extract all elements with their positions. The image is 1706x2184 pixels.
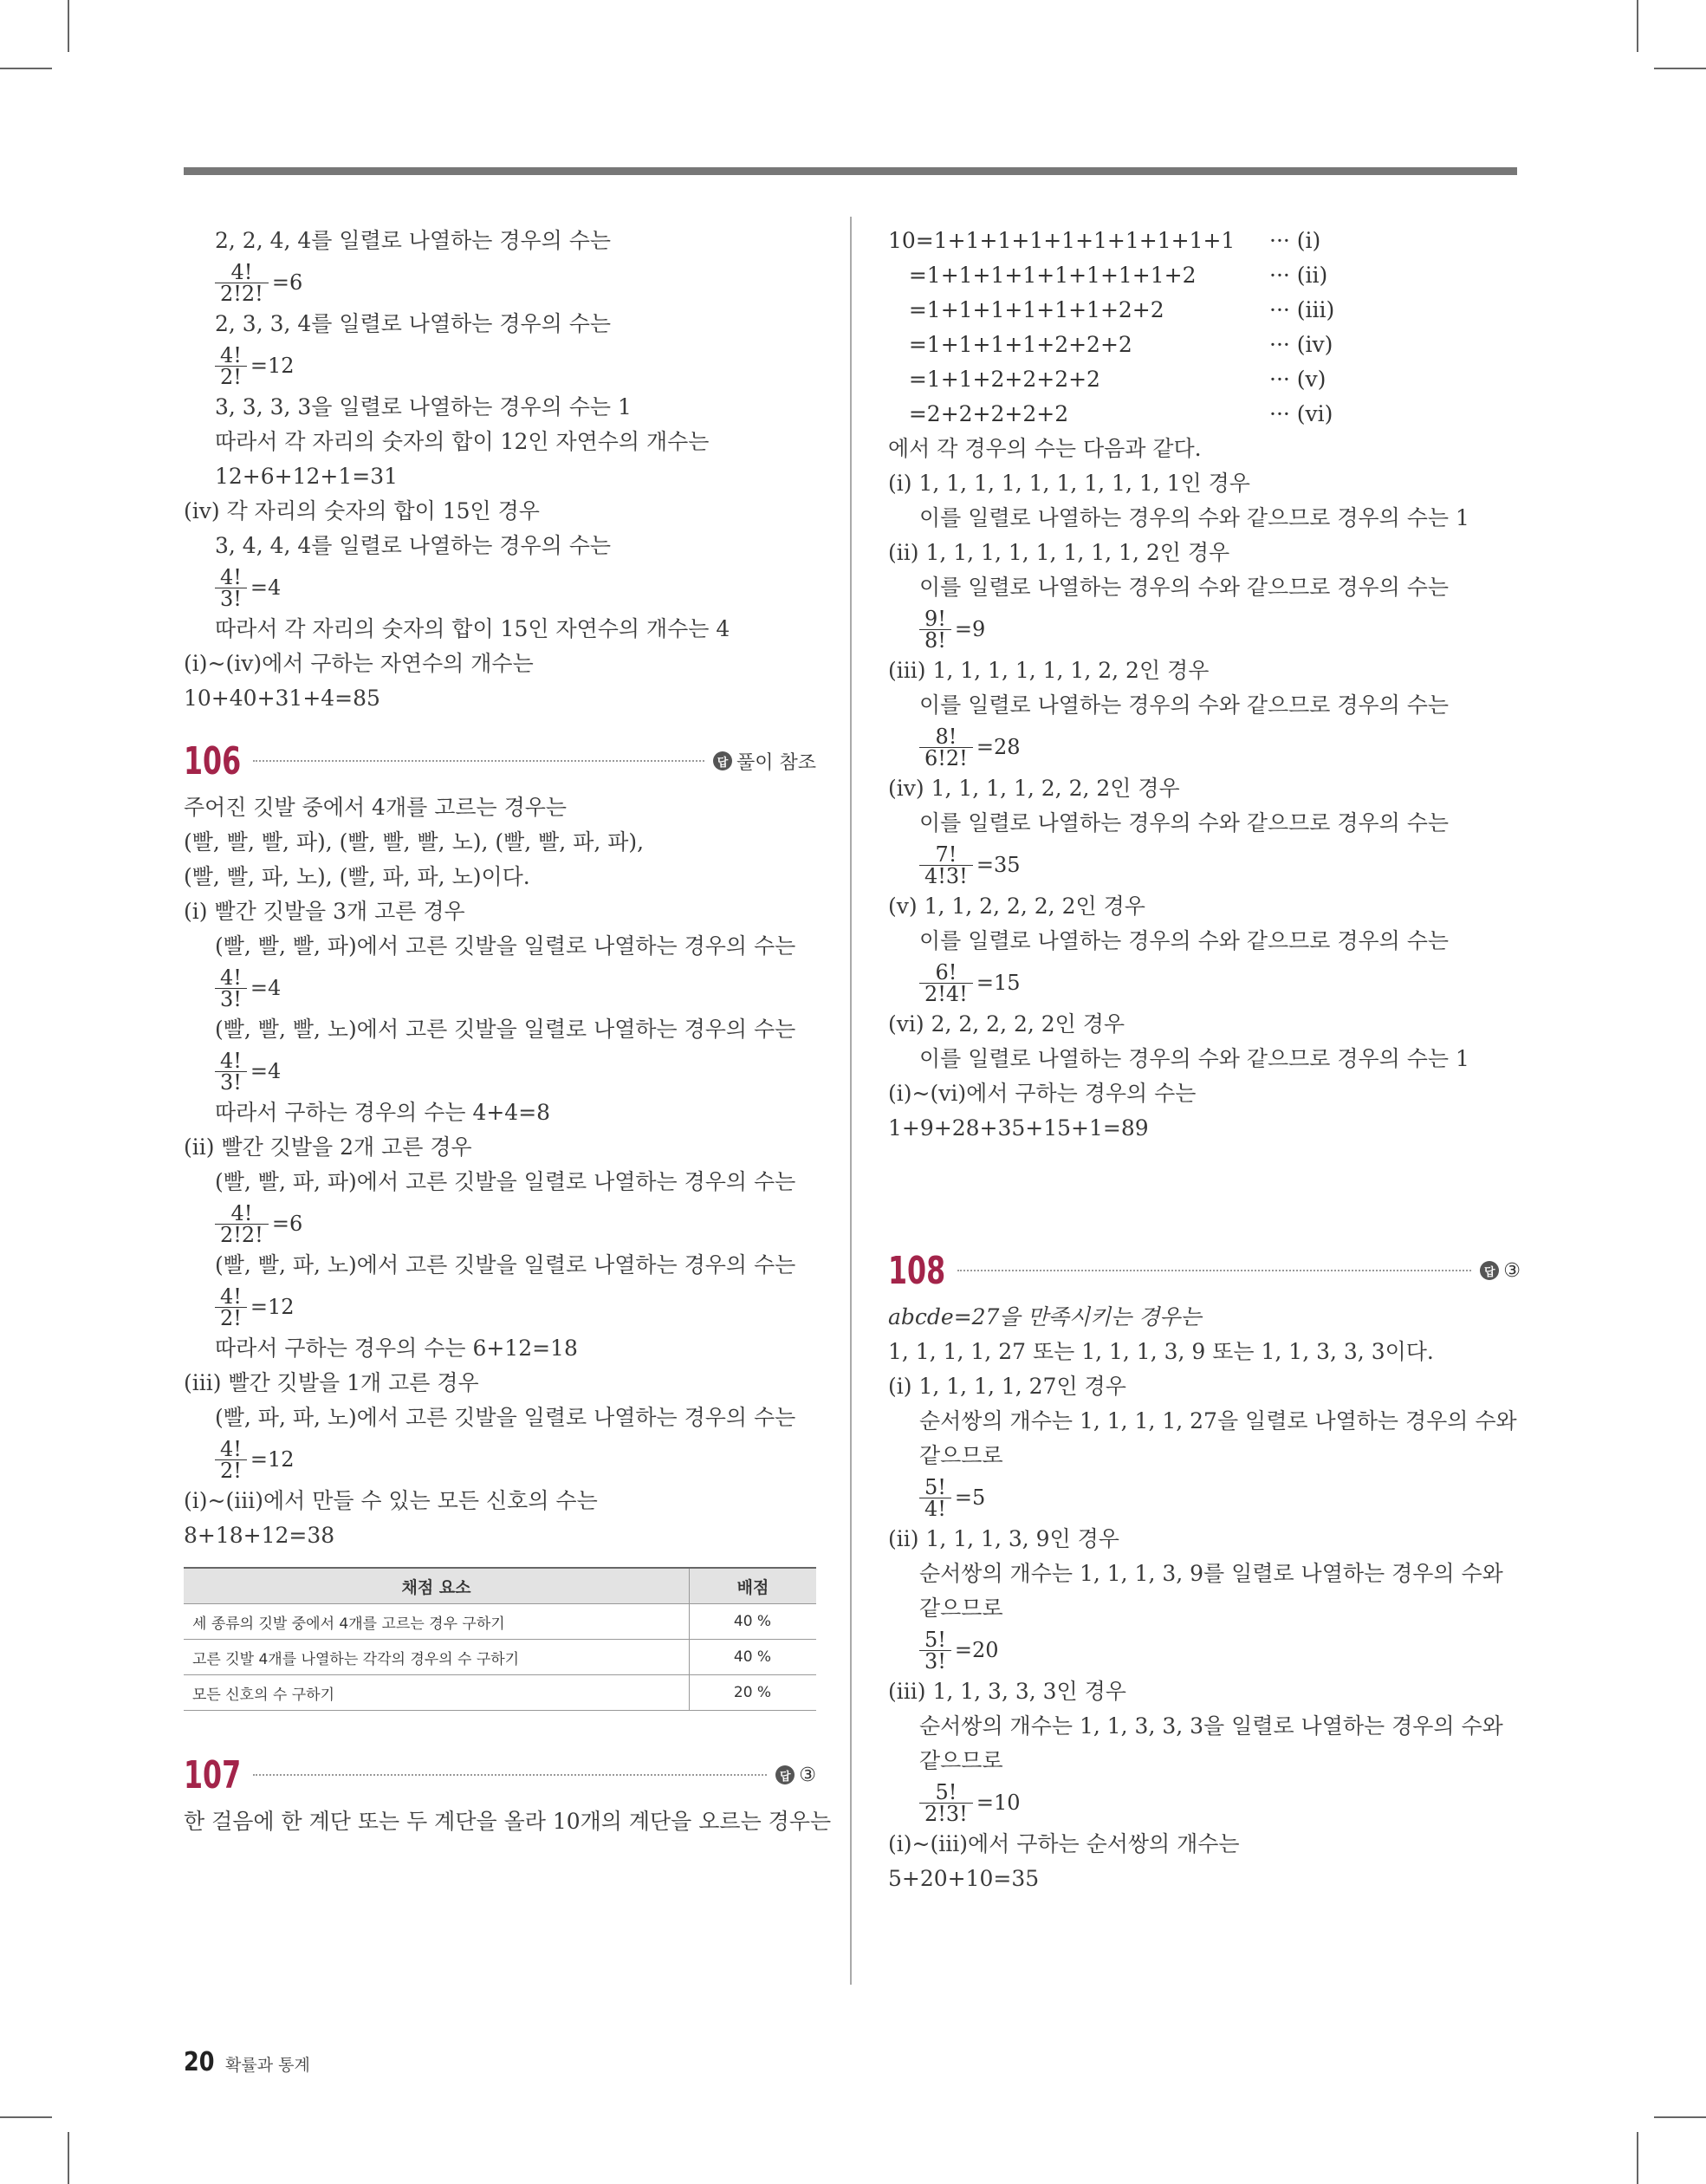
equation-line: =1+1+1+1+2+2+2 ··· (iv) bbox=[888, 332, 1333, 357]
crop-mark bbox=[1654, 68, 1706, 69]
header-rule bbox=[184, 167, 1517, 175]
problem-header-106 bbox=[184, 738, 816, 783]
text-line: (빨, 빨, 파, 파)에서 고른 깃발을 일렬로 나열하는 경우의 수는 bbox=[215, 1169, 796, 1194]
fraction-line: $\frac{4!}{3!}$ =4 bbox=[184, 1047, 816, 1095]
text-line: 따라서 각 자리의 숫자의 합이 15인 자연수의 개수는 4 bbox=[215, 616, 730, 641]
text-line: (iv) 1, 1, 1, 1, 2, 2, 2인 경우 bbox=[888, 776, 1180, 801]
text-line: (i) 1, 1, 1, 1, 1, 1, 1, 1, 1, 1인 경우 bbox=[888, 471, 1250, 496]
text-line: (i) 1, 1, 1, 1, 27인 경우 bbox=[888, 1374, 1126, 1399]
text-line: 이를 일렬로 나열하는 경우의 수와 같으므로 경우의 수는 bbox=[919, 575, 1450, 600]
problem-header-107 bbox=[184, 1752, 816, 1797]
text-line: 에서 각 경우의 수는 다음과 같다. bbox=[888, 436, 1202, 461]
text-line: (i)~(iv)에서 구하는 자연수의 개수는 bbox=[184, 651, 534, 676]
text-line: 2, 3, 3, 4를 일렬로 나열하는 경우의 수는 bbox=[215, 311, 612, 336]
answer-badge-icon: 답 bbox=[775, 1765, 795, 1784]
fraction-line: $\frac{4!}{2!}$ =12 bbox=[184, 341, 816, 390]
text-line: (i)~(iii)에서 구하는 순서쌍의 개수는 bbox=[888, 1831, 1240, 1856]
equation-line: =1+1+2+2+2+2 ··· (v) bbox=[888, 367, 1327, 392]
problem-number: 108 bbox=[888, 1248, 946, 1293]
text-line: (ii) 빨간 깃발을 2개 고른 경우 bbox=[184, 1134, 472, 1160]
text-line: (빨, 빨, 빨, 파), (빨, 빨, 빨, 노), (빨, 빨, 파, 파), bbox=[184, 829, 645, 855]
text-line: (빨, 파, 파, 노)에서 고른 깃발을 일렬로 나열하는 경우의 수는 bbox=[215, 1405, 796, 1430]
fraction-line: $\frac{9!}{8!}$ =9 bbox=[888, 605, 1521, 653]
answer-label: 풀이 참조 bbox=[736, 751, 816, 774]
text-line: 한 걸음에 한 계단 또는 두 계단을 올라 10개의 계단을 오르는 경우는 bbox=[184, 1809, 832, 1834]
text-line: 5+20+10=35 bbox=[888, 1866, 1040, 1891]
text-line: 12+6+12+1=31 bbox=[215, 464, 399, 489]
dotted-leader bbox=[253, 1774, 767, 1776]
fraction-line: $\frac{5!}{3!}$ =20 bbox=[888, 1626, 1521, 1674]
fraction-line: $\frac{8!}{6!2!}$ =28 bbox=[888, 723, 1521, 771]
fraction-line: $\frac{5!}{2!3!}$ =10 bbox=[888, 1778, 1521, 1827]
fraction-line: $\frac{6!}{2!4!}$ =15 bbox=[888, 959, 1521, 1007]
problem-header-108 bbox=[888, 1248, 1521, 1293]
text-line: 3, 3, 3, 3을 일렬로 나열하는 경우의 수는 1 bbox=[215, 394, 632, 419]
text-line: 순서쌍의 개수는 1, 1, 3, 3, 3을 일렬로 나열하는 경우의 수와 bbox=[919, 1713, 1503, 1739]
text-line: 순서쌍의 개수는 1, 1, 1, 1, 27을 일렬로 나열하는 경우의 수와 bbox=[919, 1408, 1517, 1433]
text-line: abcde=27을 만족시키는 경우는 bbox=[888, 1304, 1202, 1329]
text-line: 8+18+12=38 bbox=[184, 1523, 335, 1548]
text-line: 3, 4, 4, 4를 일렬로 나열하는 경우의 수는 bbox=[215, 533, 612, 558]
text-line: (빨, 빨, 빨, 노)에서 고른 깃발을 일렬로 나열하는 경우의 수는 bbox=[215, 1017, 796, 1042]
problem-number: 107 bbox=[184, 1752, 242, 1797]
crop-mark bbox=[0, 68, 52, 69]
text-line: 1+9+28+35+15+1=89 bbox=[888, 1115, 1149, 1141]
problem-number: 106 bbox=[184, 738, 242, 783]
fraction-line: $\frac{4!}{3!}$ =4 bbox=[184, 964, 816, 1012]
text-line: (i)~(vi)에서 구하는 경우의 수는 bbox=[888, 1081, 1197, 1106]
text-line: 이를 일렬로 나열하는 경우의 수와 같으므로 경우의 수는 1 bbox=[919, 505, 1469, 530]
text-line: (iv) 각 자리의 숫자의 합이 15인 경우 bbox=[184, 498, 540, 523]
dotted-leader bbox=[253, 760, 704, 762]
text-line: 따라서 각 자리의 숫자의 합이 12인 자연수의 개수는 bbox=[215, 429, 710, 454]
left-column bbox=[184, 224, 832, 1839]
text-line: 순서쌍의 개수는 1, 1, 1, 3, 9를 일렬로 나열하는 경우의 수와 bbox=[919, 1561, 1503, 1586]
equation-line: =2+2+2+2+2 ··· (vi) bbox=[888, 401, 1333, 426]
equation-line: 10=1+1+1+1+1+1+1+1+1+1 ··· (i) bbox=[888, 228, 1321, 253]
text-line: (vi) 2, 2, 2, 2, 2인 경우 bbox=[888, 1011, 1125, 1037]
text-line: 이를 일렬로 나열하는 경우의 수와 같으므로 경우의 수는 bbox=[919, 810, 1450, 835]
table-row: 모든 신호의 수 구하기 20 % bbox=[184, 1675, 816, 1711]
text-line: (v) 1, 1, 2, 2, 2, 2인 경우 bbox=[888, 894, 1145, 919]
crop-mark bbox=[1654, 2116, 1706, 2118]
table-row: 세 종류의 깃발 중에서 4개를 고르는 경우 구하기 40 % bbox=[184, 1604, 816, 1640]
fraction-line: $\frac{4!}{3!}$ =4 bbox=[184, 563, 816, 612]
fraction-line: $\frac{5!}{4!}$ =5 bbox=[888, 1473, 1521, 1522]
column-divider bbox=[850, 217, 852, 1985]
text-line: 이를 일렬로 나열하는 경우의 수와 같으므로 경우의 수는 1 bbox=[919, 1046, 1469, 1071]
table-row: 고른 깃발 4개를 나열하는 각각의 경우의 수 구하기 40 % bbox=[184, 1640, 816, 1675]
fraction-line: $\frac{4!}{2!}$ =12 bbox=[184, 1283, 816, 1331]
equation-line: =1+1+1+1+1+1+1+1+2 ··· (ii) bbox=[888, 263, 1328, 288]
page-footer bbox=[184, 2047, 310, 2077]
table-header: 채점 요소 bbox=[184, 1568, 690, 1604]
text-line: 같으므로 bbox=[919, 1748, 1003, 1773]
text-line: 이를 일렬로 나열하는 경우의 수와 같으므로 경우의 수는 bbox=[919, 928, 1450, 953]
text-line: (i) 빨간 깃발을 3개 고른 경우 bbox=[184, 899, 465, 924]
text-line: (빨, 빨, 빨, 파)에서 고른 깃발을 일렬로 나열하는 경우의 수는 bbox=[215, 933, 796, 959]
fraction-line: $\frac{4!}{2!2!}$ =6 bbox=[184, 1199, 816, 1248]
answer-label: ③ bbox=[1503, 1259, 1521, 1282]
text-line: (iii) 1, 1, 3, 3, 3인 경우 bbox=[888, 1679, 1126, 1704]
text-line: (빨, 빨, 파, 노), (빨, 파, 파, 노)이다. bbox=[184, 864, 530, 889]
text-line: 10+40+31+4=85 bbox=[184, 686, 380, 711]
scoring-table bbox=[184, 1567, 816, 1711]
text-line: 같으므로 bbox=[919, 1443, 1003, 1468]
crop-mark bbox=[1637, 0, 1638, 52]
fraction-line: $\frac{7!}{4!3!}$ =35 bbox=[888, 841, 1521, 889]
crop-mark bbox=[68, 2132, 69, 2184]
text-line: 따라서 구하는 경우의 수는 6+12=18 bbox=[215, 1336, 578, 1361]
text-line: 2, 2, 4, 4를 일렬로 나열하는 경우의 수는 bbox=[215, 228, 612, 253]
text-line: (iii) 1, 1, 1, 1, 1, 1, 2, 2인 경우 bbox=[888, 658, 1210, 683]
crop-mark bbox=[1637, 2132, 1638, 2184]
dotted-leader bbox=[957, 1270, 1471, 1271]
text-line: (ii) 1, 1, 1, 3, 9인 경우 bbox=[888, 1526, 1119, 1551]
text-line: (ii) 1, 1, 1, 1, 1, 1, 1, 1, 2인 경우 bbox=[888, 540, 1230, 565]
text-line: 같으므로 bbox=[919, 1596, 1003, 1621]
crop-mark bbox=[0, 2116, 52, 2118]
answer-badge-icon: 답 bbox=[713, 751, 732, 770]
right-column bbox=[888, 224, 1521, 1896]
text-line: 이를 일렬로 나열하는 경우의 수와 같으므로 경우의 수는 bbox=[919, 692, 1450, 718]
text-line: (i)~(iii)에서 만들 수 있는 모든 신호의 수는 bbox=[184, 1488, 598, 1513]
text-line: (빨, 빨, 파, 노)에서 고른 깃발을 일렬로 나열하는 경우의 수는 bbox=[215, 1252, 796, 1277]
page-number: 20 bbox=[184, 2047, 215, 2077]
table-header: 배점 bbox=[690, 1568, 817, 1604]
fraction-line: $\frac{4!}{2!}$ =12 bbox=[184, 1435, 816, 1484]
answer-label: ③ bbox=[799, 1764, 816, 1786]
crop-mark bbox=[68, 0, 69, 52]
text-line: 따라서 구하는 경우의 수는 4+4=8 bbox=[215, 1100, 551, 1125]
text-line: 1, 1, 1, 1, 27 또는 1, 1, 1, 3, 9 또는 1, 1, 3, 3, 3이다. bbox=[888, 1339, 1434, 1364]
text-line: 주어진 깃발 중에서 4개를 고르는 경우는 bbox=[184, 795, 568, 820]
fraction-line: $\frac{4!}{2!2!}$ =6 bbox=[184, 258, 816, 307]
book-title: 확률과 통계 bbox=[225, 2056, 310, 2075]
answer-badge-icon: 답 bbox=[1480, 1261, 1499, 1280]
text-line: (iii) 빨간 깃발을 1개 고른 경우 bbox=[184, 1370, 479, 1395]
equation-line: =1+1+1+1+1+1+2+2 ··· (iii) bbox=[888, 297, 1335, 322]
